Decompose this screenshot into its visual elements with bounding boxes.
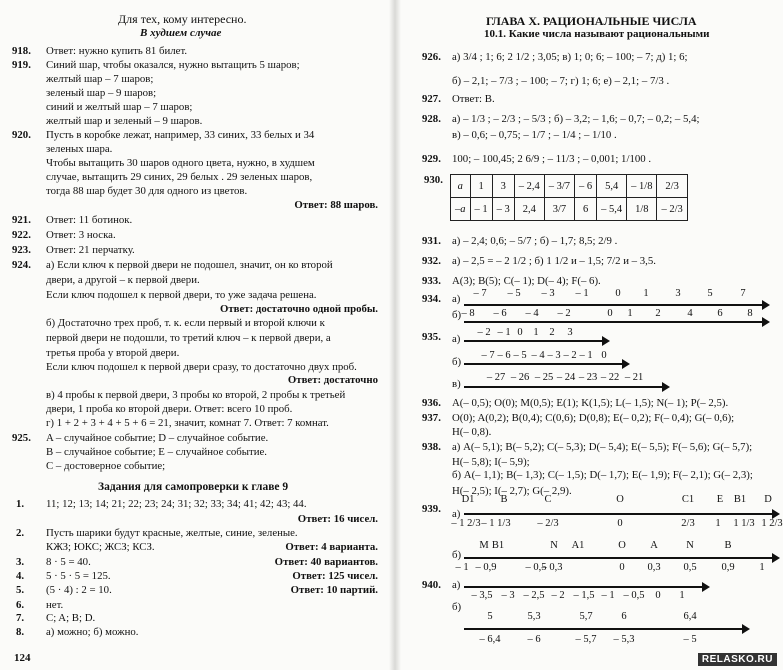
tick-label: 0,3 (647, 562, 661, 573)
tick-label: – 5,3 (613, 634, 635, 645)
solution-line: б) – 2,1; – 7/3 ; – 100; – 7; г) 1; 6; е) – 2,1; – 7/3 . (452, 75, 670, 87)
tick-label: – 23 (578, 372, 598, 383)
axis-line (464, 628, 744, 630)
axis-label: а) (452, 579, 461, 591)
tick-label: O (618, 540, 626, 551)
solution-line: б) A(– 1,1); B(– 1,3); C(– 1,5); D(– 1,7); E(– 1,9); F(– 2,1); G(– 2,3); (452, 469, 753, 481)
tick-label: – 3,5 (471, 590, 493, 601)
tick-label: – 1 (579, 350, 593, 361)
task-number: 928. (422, 113, 441, 125)
table-cell: 2/3 (657, 175, 687, 198)
solution-line: синий и желтый шар – 7 шаров; (46, 101, 193, 113)
watermark-logo: RELASKO.RU (698, 653, 777, 666)
solution-line: A(3); B(5); C(– 1); D(– 4); F(– 6). (452, 275, 601, 287)
axis-label: б) (452, 601, 462, 613)
tick-label: 1 (715, 518, 721, 529)
answer-line: Ответ: достаточно (287, 374, 378, 386)
self-check-title: Задания для самопроверки к главе 9 (98, 481, 289, 493)
tick-label: 5,7 (579, 611, 593, 622)
solution-line: а) 3/4 ; 1; 6; 2 1/2 ; 3,05; в) 1; 0; 6; – 100; – 7; д) 1; 6; (452, 51, 688, 63)
solution-line: 5 · 5 · 5 = 125. (46, 570, 111, 582)
left-subheader: В худшем случае (140, 27, 222, 39)
solution-line: в) 4 пробы к первой двери, 3 пробы ко второй, 2 пробы к третьей (46, 389, 346, 401)
solution-line: A – случайное событие; D – случайное событие. (46, 432, 269, 444)
table-row (451, 198, 688, 221)
table-cell: 3/7 (544, 198, 574, 221)
axis-arrow (702, 582, 710, 592)
tick-label: 1 (759, 562, 765, 573)
axis-line (464, 513, 774, 515)
task-number: 7. (16, 612, 25, 624)
solution-line: 8 · 5 = 40. (46, 556, 91, 568)
table-cell: – 1 (470, 198, 492, 221)
tick-label: – 2 (563, 350, 577, 361)
task-930-table (450, 174, 688, 221)
tick-label: – 6 (497, 350, 511, 361)
task-number: 6. (16, 599, 25, 611)
tick-label: – 1 1/3 (481, 518, 511, 529)
answer-line: Ответ: 40 вариантов. (274, 556, 378, 568)
tick-label: 0 (619, 562, 625, 573)
table-cell: – 5,4 (597, 198, 627, 221)
solution-line: H(– 5,8); I(– 5,9); (452, 456, 530, 468)
solution-line: 100; – 100,45; 2 6/9 ; – 11/3 ; – 0,001; 1/100 . (452, 153, 652, 165)
table-cell: 3 (492, 175, 514, 198)
solution-line: Ответ: 11 ботинок. (46, 214, 133, 226)
table-cell: a (451, 175, 471, 198)
task-number: 1. (16, 498, 25, 510)
table-cell: 6 (575, 198, 597, 221)
task-number: 938. (422, 441, 441, 453)
solution-line: Ответ: нужно купить 81 билет. (46, 45, 188, 57)
answer-line: Ответ: 125 чисел. (292, 570, 378, 582)
task-number: 918. (12, 45, 31, 57)
solution-line: г) 1 + 2 + 3 + 4 + 5 + 6 = 21, значит, комнат 7. Ответ: 7 комнат. (46, 417, 329, 429)
solution-line: O(0); A(0,2); B(0,4); C(0,6); D(0,8); E(– 0,2); F(– 0,4); G(– 0,6); (452, 412, 735, 424)
tick-label: 0 (601, 350, 607, 361)
tick-label: – 26 (510, 372, 530, 383)
table-cell: – 3/7 (544, 175, 574, 198)
solution-line: Чтобы вытащить 30 шаров одного цвета, нужно, в худшем (46, 157, 315, 169)
solution-line: а) A(– 5,1); B(– 5,2); C(– 5,3); D(– 5,4); E(– 5,5); F(– 5,6); G(– 5,7); (452, 441, 753, 453)
solution-line: а) – 2,5 = – 2 1/2 ; б) 1 1/2 и – 1,5; 7/2 и – 3,5. (452, 255, 656, 267)
task-number: 929. (422, 153, 441, 165)
tick-label: 1 (643, 288, 649, 299)
axis-arrow (772, 553, 780, 563)
tick-label: – 2/3 (537, 518, 559, 529)
tick-label: 0 (655, 590, 661, 601)
axis-label: а) (452, 508, 461, 520)
solution-line: в) – 0,6; – 0,75; – 1/7 ; – 1/4 ; – 1/10 . (452, 129, 617, 141)
tick-label: – 1 (601, 590, 615, 601)
axis-line (464, 386, 664, 388)
task-number: 924. (12, 259, 31, 271)
tick-label: C1 (681, 494, 695, 505)
axis-line (464, 340, 604, 342)
tick-label: 3 (567, 327, 573, 338)
solution-line: 11; 12; 13; 14; 21; 22; 23; 24; 31; 32; 33; 34; 41; 42; 43; 44. (46, 498, 307, 510)
axis-line (464, 363, 624, 365)
right-page (398, 0, 783, 670)
tick-label: – 6,4 (479, 634, 501, 645)
axis-label: б) (452, 549, 462, 561)
solution-line: б) Достаточно трех проб, т. к. если первый и второй ключи к (46, 317, 325, 329)
tick-label: 8 (747, 308, 753, 319)
tick-label: – 6 (493, 308, 507, 319)
table-cell: – 1/8 (627, 175, 657, 198)
tick-label: B1 (491, 540, 505, 551)
tick-label: D (764, 494, 772, 505)
solution-line: Ответ: В. (452, 93, 495, 105)
tick-label: 5,3 (527, 611, 541, 622)
tick-label: – 7 (473, 288, 487, 299)
tick-label: – 3 (541, 288, 555, 299)
tick-label: O (616, 494, 624, 505)
solution-line: двери, 1 проба ко второй двери. Ответ: всего 10 проб. (46, 403, 293, 415)
axis-label: 935. (422, 331, 441, 343)
tick-label: – 5 (507, 288, 521, 299)
axis-arrow (742, 624, 750, 634)
table-cell: – 2/3 (657, 198, 687, 221)
tick-label: 5 (487, 611, 493, 622)
table-cell: 1 (470, 175, 492, 198)
task-number: 921. (12, 214, 31, 226)
answer-line: Ответ: 88 шаров. (294, 199, 378, 211)
axis-label: б) (452, 309, 462, 321)
tick-label: – 2 (551, 590, 565, 601)
solution-line: зеленый шар – 9 шаров; (46, 87, 157, 99)
solution-line: (5 · 4) : 2 = 10. (46, 584, 112, 596)
tick-label: 0 (615, 288, 621, 299)
axis-arrow (762, 317, 770, 327)
answer-line: Ответ: достаточно одной пробы. (219, 303, 378, 315)
table-row (451, 175, 688, 198)
solution-line: нет. (46, 599, 64, 611)
tick-label: – 1,5 (573, 590, 595, 601)
tick-label: 1 1/3 (733, 518, 755, 529)
axis-line (464, 321, 764, 323)
axis-line (464, 586, 704, 588)
axis-line (464, 557, 774, 559)
task-number: 923. (12, 244, 31, 256)
solution-line: а) – 1/3 ; – 2/3 ; – 5/3 ; б) – 3,2; – 1,6; – 0,7; – 0,2; – 5,4; (452, 113, 700, 125)
tick-label: 2 (549, 327, 555, 338)
left-header: Для тех, кому интересно. (118, 12, 247, 26)
solution-line: Пусть в коробке лежат, например, 33 синих, 33 белых и 34 (46, 129, 315, 141)
solution-line: а) можно; б) можно. (46, 626, 139, 638)
solution-line: третья проба у второй двери. (46, 347, 180, 359)
task-number: 8. (16, 626, 25, 638)
solution-line: двери, а другой – к первой двери. (46, 274, 200, 286)
axis-arrow (622, 359, 630, 369)
table-cell: – 6 (575, 175, 597, 198)
tick-label: D1 (461, 494, 475, 505)
tick-label: – 22 (600, 372, 620, 383)
task-number: 4. (16, 570, 25, 582)
tick-label: 6 (717, 308, 723, 319)
solution-line: тогда 88 шар будет 30 для одного из цветов. (46, 185, 248, 197)
tick-label: – 1 (497, 327, 511, 338)
tick-label: – 2 (557, 308, 571, 319)
axis-label: 939. (422, 503, 441, 515)
table-cell: –a (451, 198, 471, 221)
task-930-number: 930. (424, 174, 443, 186)
tick-label: 7 (740, 288, 746, 299)
table-cell: – 3 (492, 198, 514, 221)
tick-label: B (500, 494, 508, 505)
solution-line: H(– 0,8). (452, 426, 492, 438)
axis-arrow (662, 382, 670, 392)
solution-line: случае, вытащить 29 синих, 29 белых . 29 зеленых шаров, (46, 171, 313, 183)
tick-label: – 0,5 (623, 590, 645, 601)
solution-line: C; A; B; D. (46, 612, 96, 624)
tick-label: E (716, 494, 724, 505)
tick-label: 6 (621, 611, 627, 622)
tick-label: – 1 2/3 (451, 518, 481, 529)
answer-line: Ответ: 10 партий. (290, 584, 378, 596)
tick-label: – 0,5 (525, 562, 547, 573)
solution-line: Ответ: 3 носка. (46, 229, 116, 241)
tick-label: M (479, 540, 489, 551)
solution-line: Пусть шарики будут красные, желтые, синие, зеленые. (46, 527, 298, 539)
tick-label: 6,4 (683, 611, 697, 622)
tick-label: – 5,7 (575, 634, 597, 645)
task-number: 2. (16, 527, 25, 539)
tick-label: – 8 (461, 308, 475, 319)
tick-label: 2/3 (681, 518, 695, 529)
solution-line: первой двери не подошли, то третий ключ – к первой двери, а (46, 332, 331, 344)
axis-label: а) (452, 333, 461, 345)
tick-label: 0,5 (683, 562, 697, 573)
tick-label: – 0,9 (475, 562, 497, 573)
task-number: 926. (422, 51, 441, 63)
tick-label: – 2,5 (523, 590, 545, 601)
tick-label: 0,9 (721, 562, 735, 573)
tick-label: N (550, 540, 558, 551)
axis-label: а) (452, 293, 461, 305)
tick-label: – 5 (683, 634, 697, 645)
task-number: 5. (16, 584, 25, 596)
tick-label: – 3 (501, 590, 515, 601)
tick-label: N (686, 540, 694, 551)
tick-label: – 3 (547, 350, 561, 361)
tick-label: 1 (627, 308, 633, 319)
solution-line: A(– 0,5); O(0); M(0,5); E(1); K(1,5); L(– 1,5); N(– 1); P(– 2,5). (452, 397, 729, 409)
solution-line: Синий шар, чтобы оказался, нужно вытащить 5 шаров; (46, 59, 300, 71)
answer-line: Ответ: 16 чисел. (297, 513, 378, 525)
task-number: 3. (16, 556, 25, 568)
tick-label: – 4 (531, 350, 545, 361)
solution-line: КЖЗ; ЮКС; ЖСЗ; КСЗ. (46, 541, 155, 553)
axis-label: 940. (422, 579, 441, 591)
task-number: 933. (422, 275, 441, 287)
axis-arrow (602, 336, 610, 346)
solution-line: а) Если ключ к первой двери не подошел, значит, он ко второй (46, 259, 333, 271)
tick-label: – 4 (525, 308, 539, 319)
solution-line: H(– 2,5); I(– 2,7); G(– 2,9). (452, 485, 572, 497)
axis-line (464, 304, 764, 306)
solution-line: желтый шар и зеленый – 9 шаров. (46, 115, 203, 127)
tick-label: 0 (617, 518, 623, 529)
tick-label: C (544, 494, 552, 505)
tick-label: – 7 (481, 350, 495, 361)
table-cell: 5,4 (597, 175, 627, 198)
tick-label: A (650, 540, 658, 551)
tick-label: 1 (679, 590, 685, 601)
tick-label: 0 (517, 327, 523, 338)
answer-line: Ответ: 4 варианта. (285, 541, 378, 553)
tick-label: – 1 (575, 288, 589, 299)
tick-label: – 2 (477, 327, 491, 338)
tick-label: B (724, 540, 732, 551)
solution-line: B – случайное событие; E – случайное событие. (46, 446, 267, 458)
task-number: 937. (422, 412, 441, 424)
task-number: 925. (12, 432, 31, 444)
solution-line: а) – 2,4; 0,6; – 5/7 ; б) – 1,7; 8,5; 2/9 . (452, 235, 618, 247)
table-cell: – 2,4 (514, 175, 544, 198)
solution-line: Ответ: 21 перчатку. (46, 244, 135, 256)
solution-line: C – достоверное событие; (46, 460, 166, 472)
solution-line: зеленых шара. (46, 143, 113, 155)
solution-line: желтый шар – 7 шаров; (46, 73, 154, 85)
tick-label: 5 (707, 288, 713, 299)
tick-label: 4 (687, 308, 693, 319)
tick-label: A1 (571, 540, 585, 551)
solution-line: Если ключ подошел к первой двери, то уже задача решена. (46, 289, 317, 301)
tick-label: – 21 (624, 372, 644, 383)
task-number: 920. (12, 129, 31, 141)
task-number: 931. (422, 235, 441, 247)
tick-label: 2 (655, 308, 661, 319)
tick-label: 1 (533, 327, 539, 338)
task-number: 936. (422, 397, 441, 409)
axis-label: б) (452, 356, 462, 368)
tick-label: 0 (607, 308, 613, 319)
tick-label: – 27 (486, 372, 506, 383)
task-number: 932. (422, 255, 441, 267)
solution-line: Если ключ подошел к первой двери сразу, то достаточно двух проб. (46, 361, 357, 373)
axis-label: в) (452, 378, 461, 390)
tick-label: – 25 (534, 372, 554, 383)
task-number: 919. (12, 59, 31, 71)
tick-label: – 0,3 (541, 562, 563, 573)
tick-label: – 5 (513, 350, 527, 361)
table-cell: 1/8 (627, 198, 657, 221)
task-number: 927. (422, 93, 441, 105)
task-number: 922. (12, 229, 31, 241)
tick-label: – 6 (527, 634, 541, 645)
axis-arrow (762, 300, 770, 310)
axis-label: 934. (422, 293, 441, 305)
page-number: 124 (14, 652, 31, 664)
tick-label: B1 (733, 494, 747, 505)
tick-label: – 24 (556, 372, 576, 383)
tick-label: 1 2/3 (761, 518, 783, 529)
tick-label: 3 (675, 288, 681, 299)
section-title: 10.1. Какие числа называют рациональными (484, 28, 710, 40)
tick-label: – 1 (455, 562, 469, 573)
table-cell: 2,4 (514, 198, 544, 221)
chapter-title: ГЛАВА X. РАЦИОНАЛЬНЫЕ ЧИСЛА (486, 14, 697, 28)
